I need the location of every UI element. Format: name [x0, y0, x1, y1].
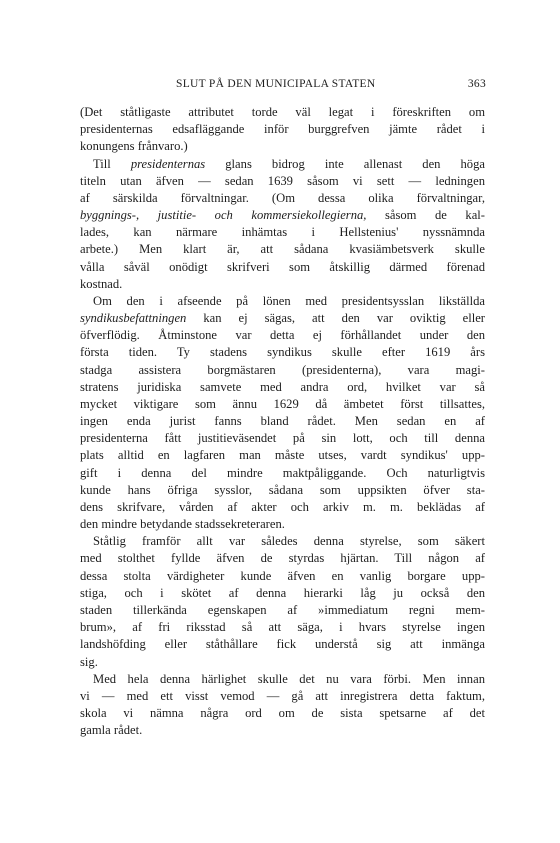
text-span: gamla rådet.: [80, 723, 143, 738]
text-line: [80, 121, 485, 138]
text-span: Ståtlig framför allt var således denna styrelse, som säkert: [93, 534, 485, 549]
text-span: af särskilda förvaltningar. (Om dessa olika förvaltningar,: [80, 190, 485, 205]
text-span: såsom de kal-: [366, 208, 485, 223]
running-header: [86, 78, 486, 94]
text-line: [80, 430, 485, 447]
text-span: kunde hans öfriga sysslor, sådana som uppsikten öfver sta-: [80, 482, 485, 497]
text-line: [80, 585, 485, 602]
text-span: titeln utan äfven — sedan 1639 såsom vi sett — ledningen: [80, 173, 485, 188]
text-line: [80, 636, 485, 653]
text-span: presidenterna fått justitieväsendet på sin lott, och till denna: [80, 431, 485, 446]
text-line: [80, 413, 485, 430]
text-span: skola vi nämna några ord om de sista spetsarne af det: [80, 706, 485, 721]
text-line: [80, 602, 485, 619]
text-span: kostnad.: [80, 276, 123, 291]
text-line: [80, 550, 485, 567]
text-line: [80, 688, 485, 705]
text-span: Om den i afseende på lönen med presidentsysslan likställda: [93, 293, 485, 308]
text-span: Till: [93, 156, 131, 171]
body-text: [80, 104, 485, 739]
text-span: (Det ståtligaste attributet torde väl legat i föreskriften om: [80, 105, 485, 119]
text-line: [80, 241, 485, 258]
text-span: arbete.) Men klart är, att sådana kvasiämbetsverk skulle: [80, 242, 485, 257]
text-span: landshöfding eller ståthållare fick understå sig att inmänga: [80, 637, 485, 652]
text-line: [80, 619, 485, 636]
text-line: [80, 224, 485, 241]
text-span: stiga, och i skötet af denna hierarki låg ju också den: [80, 585, 485, 600]
text-line: [80, 396, 485, 413]
text-line: [80, 465, 485, 482]
text-line: [80, 138, 485, 155]
text-span: lades, kan närmare inhämtas i Hellstenius' nyssnämnda: [80, 225, 485, 240]
text-span: den mindre betydande stadssekreteraren.: [80, 517, 285, 532]
text-line: [80, 327, 485, 344]
text-line: [80, 293, 485, 310]
page-number: 363: [467, 78, 486, 90]
text-span: presidenternas edsafläggande inför burggrefven jämte rådet i: [80, 122, 485, 137]
text-span: vi — med ett visst vemod — gå att inregistrera detta faktum,: [80, 688, 485, 703]
text-span: kan ej sägas, att den var oviktig eller: [186, 311, 485, 326]
text-line: [80, 722, 485, 739]
text-line: [80, 156, 485, 173]
text-span: konungens frånvaro.): [80, 139, 188, 154]
text-line: [80, 207, 485, 224]
text-line: [80, 259, 485, 276]
text-span: första tiden. Ty stadens syndikus skulle efter 1619 års: [80, 345, 485, 360]
text-span: öfverflödig. Åtminstone var detta ej förhållandet under den: [80, 328, 485, 343]
text-line: [80, 310, 485, 327]
text-span: ingen enda jurist fanns bland rådet. Men sedan en af: [80, 414, 485, 429]
text-span: med stolthet fyllde äfven de styrdas hjärtan. Till någon af: [80, 551, 485, 566]
text-line: [80, 173, 485, 190]
text-line: [80, 516, 485, 533]
text-span: stratens juridiska samvete med andra ord, hvilket var så: [80, 379, 485, 394]
text-line: [80, 104, 485, 121]
text-line: [80, 344, 485, 361]
text-line: [80, 654, 485, 671]
text-line: [80, 533, 485, 550]
italic-text: presidenternas: [130, 156, 206, 171]
text-line: [80, 447, 485, 464]
text-line: [80, 482, 485, 499]
text-line: [80, 671, 485, 688]
text-span: plats alltid en lagfaren man måste utses, vardt syndikus' upp-: [80, 448, 485, 463]
text-span: dens skrifvare, vården af akter och arkiv m. m. beklädas af: [80, 499, 485, 514]
text-span: mycket viktigare som ännu 1629 då ämbetet först tillsattes,: [80, 396, 485, 411]
text-line: [80, 705, 485, 722]
text-line: [80, 190, 485, 207]
text-line: [80, 276, 485, 293]
text-span: Med hela denna härlighet skulle det nu vara förbi. Men innan: [93, 671, 485, 686]
text-span: sig.: [80, 654, 98, 669]
text-line: [80, 568, 485, 585]
text-line: [80, 499, 485, 516]
text-span: stadga assistera borgmästaren (presidenterna), vara magi-: [80, 362, 485, 377]
text-line: [80, 379, 485, 396]
italic-text: syndikusbefattningen: [80, 311, 187, 326]
text-span: gift i denna del mindre maktpåliggande. Och naturligtvis: [80, 465, 485, 480]
text-span: brum», af fri riksstad så att säga, i hvars styrelse ingen: [80, 620, 485, 635]
text-span: staden tillerkända egenskapen af »immediatum regni mem-: [80, 602, 485, 617]
text-span: dessa stolta värdigheter kunde äfven en vanlig borgare upp-: [80, 568, 485, 583]
text-span: vålla såväl onödigt skrifveri som åtskillig därmed förenad: [80, 259, 485, 274]
text-span: glans bidrog inte allenast den höga: [205, 156, 485, 171]
text-line: [80, 362, 485, 379]
italic-text: byggnings-, justitie- och kommersiekollegierna,: [80, 208, 367, 223]
running-title: SLUT PÅ DEN MUNICIPALA STATEN: [176, 78, 376, 90]
